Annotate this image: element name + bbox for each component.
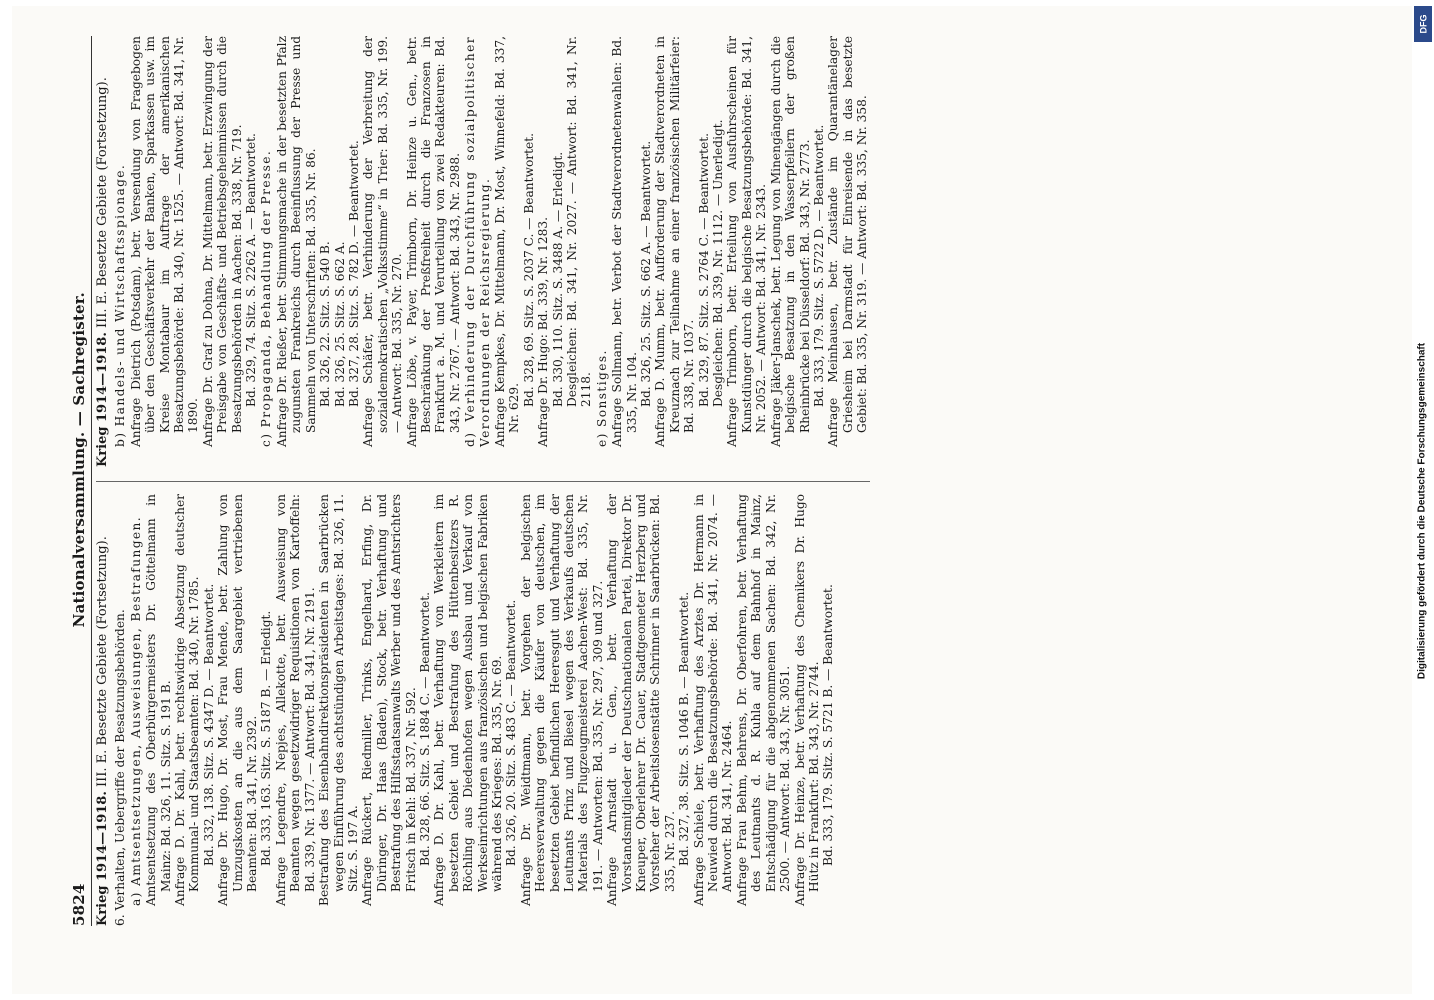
index-entry: Anfrage Trimborn, betr. Erteilung von Ausfuhrscheinen für Kunstdünger durch die belgische Besatzungsbehörde: Bd. 341, Nr. 2052. — Antwort: Bd. 341, Nr. 2343. <box>725 36 769 447</box>
reference-line: Bd. 330, 110. Sitz. S. 3488 A. — Erledigt. <box>550 151 565 407</box>
reference-line: Bd. 326, 25. Sitz. S. 662 A. — Beantwortet. <box>639 140 654 407</box>
dfg-logo: DFG <box>1414 6 1432 42</box>
left-column <box>96 481 870 926</box>
page-number: 5824 <box>70 883 88 926</box>
running-head <box>70 36 92 926</box>
left-section-heading: III. E. Besetzte Gebiete (Fortsetzung). <box>95 536 110 787</box>
reference-line: Bd. 333, 163. Sitz. S. 5187 B. — Erledigt. <box>259 610 274 866</box>
right-war-heading: Krieg 1914—1918. <box>95 332 110 467</box>
reference-line: Bd. 332, 138. Sitz. S. 4347 D. — Beantwortet. <box>201 583 216 866</box>
index-entry: Anfrage Schiele, betr. Verhaftung des Arztes Dr. Hermann in Neuwied durch die Besatzungsbehörde: Bd. 341, Nr. 2074. — Antwort: Bd. 341, Nr. 2464. <box>691 494 735 906</box>
reference-line: Bd. 329, 74. Sitz. S. 2262 A. — Beantwortet. <box>244 133 259 407</box>
reference-line: Bd. 333, 179. Sitz. S. 5721 B. — Beantwortet. <box>821 584 836 866</box>
index-entry: Bestrafung des Eisenbahndirektionspräsidenten in Saarbrücken wegen Einführung des achtstündigen Arbeitstages: Bd. 326, 11. Sitz. S. 197 A. <box>317 494 360 906</box>
dfg-stamp <box>1412 6 1432 986</box>
index-entry: Anfrage Sollmann, betr. Verbot der Stadtverordnetenwahlen: Bd. 335, Nr. 104. <box>610 36 639 447</box>
index-entry: Anfrage Dr. Rießer, betr. Stimmungsmache in der besetzten Pfalz zugunsten Frankreichs durch Beeinflussung der Presse und Sammeln von Unterschriften: Bd. 335, Nr. 86. <box>274 36 318 447</box>
heading-6: 6. Verhalten, Uebergriffe der Besatzungsbehörden. <box>113 609 128 926</box>
reference-line: Bd. 326, 22. Sitz. S. 540 B. <box>318 241 333 407</box>
heading-e: e) Sonstiges. <box>594 349 609 447</box>
index-entry: Anfrage D. Dr. Kahl, betr. Verhaftung von Werkleitern im besetzten Gebiet und Bestrafung des Hüttenbesitzers R. Röchling aus Diedenhofen wegen Ausbau und Verkauf von Werkseinrichtungen aus französischen und belgischen Fabriken während des Krieges: Bd. 335, Nr. 69. <box>432 494 504 906</box>
entries-c <box>275 36 462 467</box>
left-column-head <box>96 494 110 926</box>
index-entry: Amtsentsetzung des Oberbürgermeisters Dr. Göttelmann in Mainz: Bd. 326, 11. Sitz. S. 191 B. <box>144 494 173 906</box>
index-entry: Anfrage Frau Behm, Behrens, Dr. Oberfohren, betr. Verhaftung des Leutnants d. R. Kuhla auf dem Bahnhof in Mainz, Entschädigung für die abgenommenen Sachen: Bd. 342, Nr. 2500. — Antwort: Bd. 343, Nr. 3051. <box>734 494 793 906</box>
index-entry: Anfrage Schäfer, betr. Verhinderung der Verbreitung der sozialdemokratischen „Volksstimme“ in Trier: Bd. 335, Nr. 199. — Antwort: Bd. 335, Nr. 270. <box>361 36 405 447</box>
entries-b <box>129 36 259 467</box>
heading-b: b) Handels- und Wirtschaftsspionage. <box>113 163 128 447</box>
right-section-heading: III. E. Besetzte Gebiete (Fortsetzung). <box>95 77 110 328</box>
dfg-credit: Digitalisierung gefördert durch die Deutsche Forschungsgemeinschaft <box>1416 342 1428 680</box>
right-column-head <box>96 36 110 467</box>
reference-line: Bd. 328, 66. Sitz. S. 1884 C. — Beantwortet. <box>417 592 432 866</box>
left-war-heading: Krieg 1914—1918. <box>95 791 110 926</box>
index-entry: Anfrage Löbe, v. Payer, Trimborn, Dr. Heinze u. Gen., betr. Beschränkung der Preßfreiheit durch die Franzosen in Frankfurt a. M. und Verurteilung von zwei Redakteuren: Bd. 343, Nr. 2767. — Antwort: Bd. 343, Nr. 2988. <box>404 36 462 447</box>
heading-a: a) Amtsentsetzungen, Ausweisungen, Bestrafungen. <box>128 515 143 906</box>
reference-line: Bd. 326, 20. Sitz. S. 483 C. — Beantwortet. <box>504 599 519 866</box>
index-entry: Anfrage Jäker-Janschek, betr. Legung von Minengängen durch die belgische Besatzung in den Wasserpfeilern der großen Rheinbrücke bei Düsseldorf: Bd. 343, Nr. 2773. <box>768 36 812 447</box>
running-title: Nationalversammlung. — Sachregister. <box>70 292 88 628</box>
index-entry: Anfrage Dr. Weidtmann, betr. Vorgehen der belgischen Heeresverwaltung gegen die Käufer von deutschen, im besetzten Gebiet befindlichen Heeresgut und Verhaftung der Leutnants Prinz und Biesel wegen des Verkaufs deutschen Materials des Flugzeugmeisterei Aachen-West: Bd. 335, Nr. 191. — Antworten: Bd. 335, Nr. 297, 309 und 327. <box>518 494 605 906</box>
entries-e <box>610 36 869 467</box>
index-entry: Anfrage D. Dr. Kahl, betr. rechtswidrige Absetzung deutscher Kommunal- und Staatsbeamten: Bd. 340, Nr. 1785. <box>173 494 202 906</box>
index-entry: Anfrage Legendre, Nepjes, Allekotte, betr. Ausweisung von Beamten wegen gesetzwidriger Requisitionen von Kartoffeln: Bd. 339, Nr. 1377. — Antwort: Bd. 341, Nr. 2191. <box>273 494 317 906</box>
two-column-body <box>96 36 870 926</box>
left-entries <box>144 494 836 926</box>
reference-line: Bd. 328, 69. Sitz. S. 2037 C. — Beantwortet. <box>521 133 536 407</box>
reference-line: Desgleichen: Bd. 341, Nr. 2027. — Antwort: Bd. 341, Nr. 2118. <box>565 36 594 407</box>
right-column <box>96 36 870 481</box>
index-entry: Anfrage Dr. Graf zu Dohna, Dr. Mittelmann, betr. Erzwingung der Preisgabe von Geschäfts- und Betriebsgeheimnissen durch die Besatzungsbehörden in Aachen: Bd. 338, Nr. 719. <box>200 36 244 447</box>
index-entry: Anfrage Kempkes, Dr. Mittelmann, Dr. Most, Winnefeld: Bd. 337, Nr. 629. <box>492 36 522 447</box>
heading-d: d) Verhinderung der Durchführung sozialpolitischer Verordnungen der Reichsregierung. <box>463 36 492 447</box>
reference-line: Bd. 326, 25. Sitz. S. 662 A. <box>332 241 347 407</box>
index-entry: Anfrage D. Mumm, betr. Aufforderung der Stadtverordneten in Kreuznach zur Teilnahme an einer französischen Militärfeier: Bd. 338, Nr. 1037. <box>653 36 697 447</box>
entries-d <box>493 36 594 467</box>
scanned-page <box>12 6 1412 994</box>
index-entry: Anfrage Rückert, Riedmiller, Trinks, Engelhard, Erfing, Dr. Düringer, Dr. Haas (Baden), Stock, betr. Verhaftung und Bestrafung des Hilfsstaatsanwalts Werber und des Amtsrichters Fritsch in Kehl: Bd. 337, Nr. 592. <box>360 494 418 906</box>
reference-line: Desgleichen: Bd. 339, Nr. 1112. — Unerledigt. <box>711 119 726 407</box>
index-entry: Anfrage Meinhausen, betr. Zustände im Quarantänelager Griesheim bei Darmstadt für Einreisende in das besetzte Gebiet: Bd. 335, Nr. 319. — Antwort: Bd. 335, Nr. 358. <box>826 36 870 447</box>
reference-line: Bd. 327, 28. Sitz. S. 782 D. — Beantwortet. <box>346 140 361 407</box>
reference-line: Bd. 327, 38. Sitz. S. 1046 B. — Beantwortet. <box>677 591 692 866</box>
reference-line: Bd. 329, 87. Sitz. S. 2764 C. — Beantwortet. <box>696 133 711 407</box>
index-entry: Anfrage Dr. Hugo: Bd. 339, Nr. 1283. <box>536 216 551 447</box>
reference-line: Bd. 333, 179. Sitz. S. 5722 D. — Beantwortet. <box>811 124 826 407</box>
index-entry: Anfrage Dietrich (Potsdam), betr. Versendung von Fragebogen über den Geschäftsverkehr der Banken, Sparkassen usw. im Kreise Montabaur im Auftrage der amerikanischen Besatzungsbehörde: Bd. 340, Nr. 1525. — Antwort: Bd. 341, Nr. 1890. <box>128 36 201 447</box>
index-entry: Anfrage Arnstadt u. Gen., betr. Verhaftung der Vorstandsmitglieder der Deutschnationalen Partei, Direktor Dr. Kneuper, Oberlehrer Dr. Cauer, Stadtgeometer Herzberg und Vorsteher der Arbeitslosenstätte Schrinner in Saarbrücken: Bd. 335, Nr. 237. <box>605 494 677 906</box>
index-entry: Anfrage Dr. Hugo, Dr. Most, Frau Mende, betr. Zahlung von Umzugskosten an die aus dem Saargebiet vertriebenen Beamten: Bd. 341, Nr. 2392. <box>216 494 260 906</box>
heading-c: c) Propaganda, Behandlung der Presse. <box>259 149 274 447</box>
index-entry: Anfrage Dr. Heinze, betr. Verhaftung des Chemikers Dr. Hugo Hütz in Frankfurt: Bd. 343, Nr. 2744. <box>792 494 821 906</box>
rotated-page <box>40 6 1412 966</box>
